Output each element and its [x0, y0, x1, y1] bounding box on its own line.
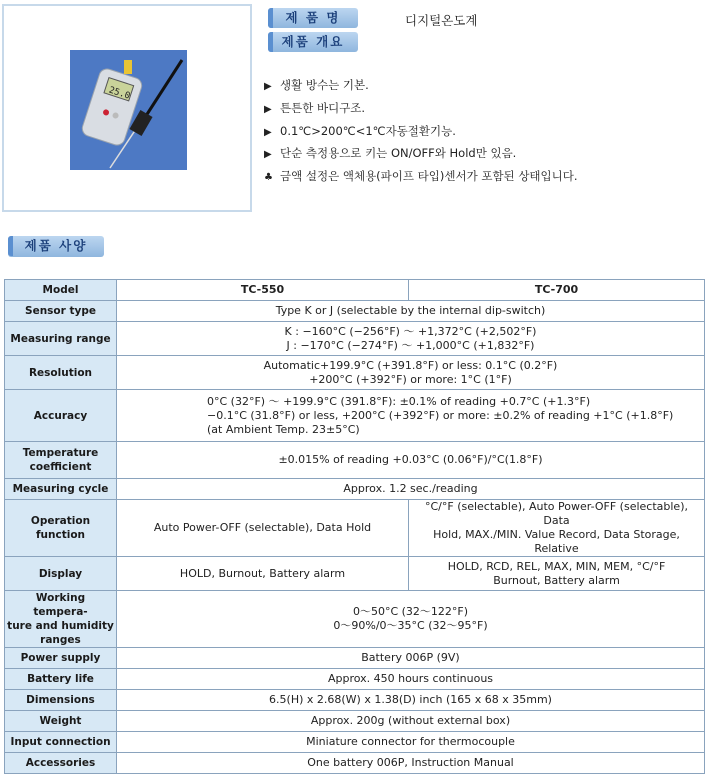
feature-item: ▶ 튼튼한 바디구조.: [264, 99, 578, 122]
spec-label: Weight: [5, 711, 117, 732]
thermometer-photo: [70, 50, 187, 170]
spec-label: Accessories: [5, 753, 117, 774]
club-icon: ♣: [264, 172, 273, 184]
spec-value: One battery 006P, Instruction Manual: [117, 753, 705, 774]
arrow-icon: ▶: [264, 149, 272, 161]
spec-label: Power supply: [5, 648, 117, 669]
spec-label: Battery life: [5, 669, 117, 690]
spec-value: Battery 006P (9V): [117, 648, 705, 669]
table-row: [5, 390, 705, 442]
table-row: [5, 479, 705, 500]
spec-label: Dimensions: [5, 690, 117, 711]
spec-label: Model: [5, 280, 117, 301]
spec-value-tc550: Auto Power-OFF (selectable), Data Hold: [117, 500, 409, 557]
arrow-icon: ▶: [264, 103, 272, 115]
spec-value: K : −160°C (−256°F) ～ +1,372°C (+2,502°F) J : −170°C (−274°F) ～ +1,000°C (+1,832°F): [117, 322, 705, 356]
spec-value-tc700: HOLD, RCD, REL, MAX, MIN, MEM, °C/°F Burnout, Battery alarm: [409, 557, 705, 591]
spec-value: 0～50°C (32～122°F) 0～90%/0～35°C (32～95°F): [117, 591, 705, 648]
spec-value: Automatic+199.9°C (+391.8°F) or less: 0.1°C (0.2°F) +200°C (+392°F) or more: 1°C (1°F): [117, 356, 705, 390]
spec-label: Display: [5, 557, 117, 591]
product-image-frame: [2, 4, 252, 212]
table-row: [5, 280, 705, 301]
spec-label: Resolution: [5, 356, 117, 390]
table-row: [5, 322, 705, 356]
model-tc550: TC-550: [117, 280, 409, 301]
spec-table: [4, 279, 705, 774]
feature-item: ▶ 0.1℃>200℃<1℃자동절환기능.: [264, 122, 578, 145]
product-name-value: 디지털온도계: [405, 13, 478, 28]
spec-label: Accuracy: [5, 390, 117, 442]
table-row: [5, 690, 705, 711]
table-row: [5, 732, 705, 753]
arrow-icon: ▶: [264, 81, 272, 92]
product-name-label: 제 품 명: [268, 8, 358, 28]
spec-value: ±0.015% of reading +0.03°C (0.06°F)/°C(1.8°F): [117, 442, 705, 479]
spec-value: Approx. 1.2 sec./reading: [117, 479, 705, 500]
spec-value-tc550: HOLD, Burnout, Battery alarm: [117, 557, 409, 591]
spec-value: Type K or J (selectable by the internal dip-switch): [117, 301, 705, 322]
thermometer-illustration: [70, 50, 190, 175]
spec-value: Miniature connector for thermocouple: [117, 732, 705, 753]
table-row: [5, 500, 705, 557]
table-row: [5, 356, 705, 390]
product-overview-label: 제품 개요: [268, 32, 358, 52]
feature-item: ▶ 생활 방수는 기본.: [264, 76, 578, 99]
arrow-icon: ▶: [264, 126, 272, 138]
device-display-text: 25.0: [107, 85, 132, 102]
spec-section-label: 제품 사양: [8, 236, 104, 257]
spec-value: Approx. 200g (without external box): [117, 711, 705, 732]
spec-label: Measuring range: [5, 322, 117, 356]
table-row: [5, 711, 705, 732]
table-row: [5, 557, 705, 591]
feature-item: ▶ 단순 측정용으로 키는 ON/OFF와 Hold만 있음.: [264, 144, 578, 167]
spec-label: Operation function: [5, 500, 117, 557]
feature-list: [264, 76, 578, 190]
model-tc700: TC-700: [409, 280, 705, 301]
spec-value: Approx. 450 hours continuous: [117, 669, 705, 690]
table-row: [5, 591, 705, 648]
spec-value: 6.5(H) x 2.68(W) x 1.38(D) inch (165 x 68 x 35mm): [117, 690, 705, 711]
table-row: [5, 669, 705, 690]
spec-value-tc700: °C/°F (selectable), Auto Power-OFF (selectable), Data Hold, MAX./MIN. Value Record, Data Storage, Relative: [409, 500, 705, 557]
spec-label: Temperature coefficient: [5, 442, 117, 479]
feature-item: ♣ 금액 설정은 액체용(파이프 타입)센서가 포함된 상태입니다.: [264, 167, 578, 190]
table-row: [5, 442, 705, 479]
spec-label: Measuring cycle: [5, 479, 117, 500]
table-row: [5, 301, 705, 322]
spec-value: 0°C (32°F) ～ +199.9°C (391.8°F): ±0.1% of reading +0.7°C (+1.3°F) −0.1°C (31.8°F) or less, +200°C (+392°F) or more: ±0.2% of reading +1°C (+1.8°F) (at Ambient Temp. 23±5°C): [117, 390, 705, 442]
spec-label: Sensor type: [5, 301, 117, 322]
spec-label: Input connection: [5, 732, 117, 753]
table-row: [5, 648, 705, 669]
spec-label: Working tempera- ture and humidity ranges: [5, 591, 117, 648]
